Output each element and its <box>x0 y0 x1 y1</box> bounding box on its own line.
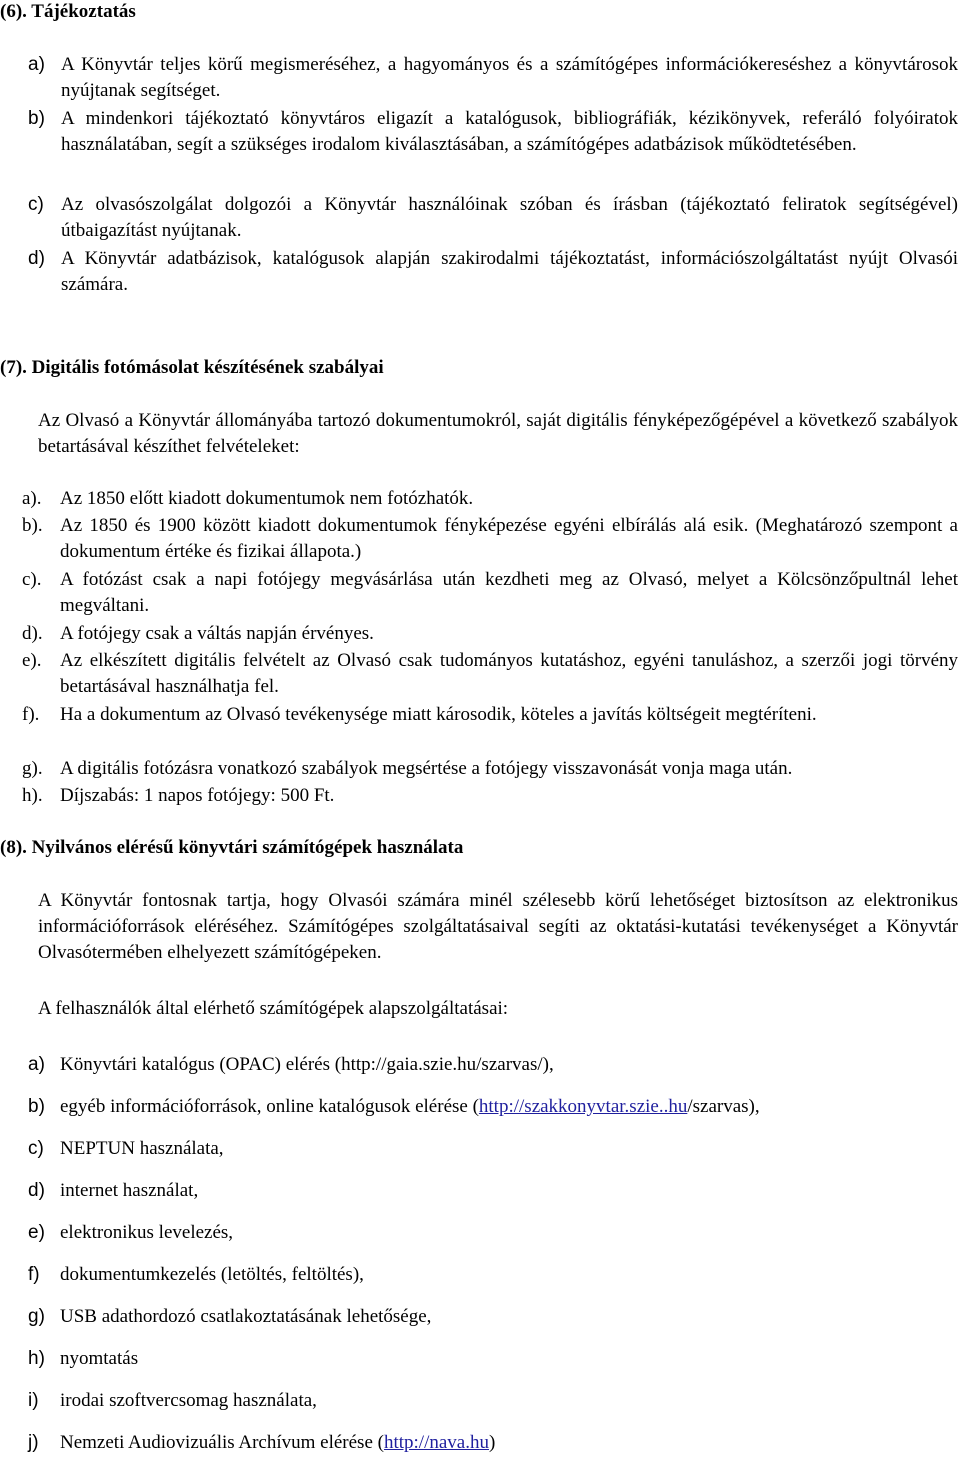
list-label: e). <box>22 650 42 671</box>
s7-intro: Az Olvasó a Könyvtár állományába tartozó dokumentumokról, saját digitális fényképezőgépével a következő szabályok betartásával készíthet felvételeket: <box>38 410 958 457</box>
list-label: c). <box>22 569 42 590</box>
nava-link[interactable]: http://nava.hu <box>383 1432 489 1453</box>
list-label: a) <box>28 1054 45 1075</box>
list-text: internet használat, <box>60 1180 199 1201</box>
list-label: g). <box>22 758 43 779</box>
list-label: h) <box>28 1348 45 1369</box>
list-text: A fotójegy csak a váltás napján érvényes. <box>60 623 374 644</box>
section-6-heading: (6). Tájékoztatás <box>0 1 136 22</box>
list-text: USB adathordozó csatlakoztatásának lehetősége, <box>60 1306 432 1327</box>
list-text: Az elkészített digitális felvételt az Olvasó csak tudományos kutatáshoz, egyéni tanuláshoz, a szerzői jogi törvény betartásával használhatja fel. <box>60 650 958 697</box>
list-text: NEPTUN használata, <box>60 1138 224 1159</box>
list-label: j) <box>28 1432 39 1453</box>
list-text-post: /szarvas), <box>687 1096 760 1117</box>
s7-item-a <box>22 486 958 512</box>
section-8-heading: (8). Nyilvános elérésű könyvtári számítógépek használata <box>0 837 464 858</box>
list-label: e) <box>28 1222 45 1243</box>
s8-item-i <box>28 1388 317 1414</box>
s6-item-b <box>28 106 958 158</box>
list-label: d). <box>22 623 43 644</box>
s8-item-b <box>28 1094 760 1120</box>
list-text: A fotózást csak a napi fotójegy megvásárlása után kezdheti meg az Olvasó, melyet a Kölcsönzőpultnál lehet megváltani. <box>60 569 958 616</box>
list-text: Könyvtári katalógus (OPAC) elérés (http://gaia.szie.hu/szarvas/), <box>60 1054 554 1075</box>
s7-item-d <box>22 621 958 647</box>
list-text: Az olvasószolgálat dolgozói a Könyvtár használóinak szóban és írásban (tájékoztató feliratok segítségével) útbaigazítást nyújtanak. <box>61 194 958 241</box>
s8-item-a <box>28 1052 554 1078</box>
list-text: Az 1850 és 1900 között kiadott dokumentumok fényképezése egyéni elbírálás alá esik. (Meghatározó szempont a dokumentum értéke és fizikai állapota.) <box>60 515 958 562</box>
list-text: A Könyvtár adatbázisok, katalógusok alapján szakirodalmi tájékoztatást, információszolgáltatást nyújt Olvasói számára. <box>61 248 958 295</box>
s7-item-h <box>22 783 958 809</box>
list-text: Az 1850 előtt kiadott dokumentumok nem fotózhatók. <box>60 488 474 509</box>
s8-item-c <box>28 1136 224 1162</box>
list-text: irodai szoftvercsomag használata, <box>60 1390 317 1411</box>
s8-item-e <box>28 1220 233 1246</box>
s7-item-c <box>22 567 958 619</box>
list-label: g) <box>28 1306 45 1327</box>
list-text: nyomtatás <box>60 1348 139 1369</box>
list-label: f). <box>22 704 40 725</box>
s7-item-b <box>22 513 958 565</box>
list-label: h). <box>22 785 43 806</box>
list-label: a) <box>28 54 45 75</box>
list-text: Díjszabás: 1 napos fotójegy: 500 Ft. <box>60 785 335 806</box>
list-label: d) <box>28 248 45 269</box>
s8-item-g <box>28 1304 431 1330</box>
list-text: Ha a dokumentum az Olvasó tevékenysége miatt károsodik, köteles a javítás költségeit megtéríteni. <box>60 704 817 725</box>
list-text-pre: Nemzeti Audiovizuális Archívum elérése ( <box>60 1432 384 1453</box>
list-label: b). <box>22 515 43 536</box>
list-text: dokumentumkezelés (letöltés, feltöltés), <box>60 1264 364 1285</box>
s8-item-d <box>28 1178 198 1204</box>
s8-subheading: A felhasználók által elérhető számítógépek alapszolgáltatásai: <box>38 998 509 1019</box>
list-label: d) <box>28 1180 45 1201</box>
list-label: a). <box>22 488 42 509</box>
list-label: c) <box>28 1138 44 1159</box>
list-text-post: ) <box>488 1432 496 1453</box>
s8-item-j <box>28 1430 495 1456</box>
list-text: A digitális fotózásra vonatkozó szabályok megsértése a fotójegy visszavonását vonja maga után. <box>60 758 793 779</box>
s8-item-f <box>28 1262 364 1288</box>
list-label: b) <box>28 1096 45 1117</box>
list-text-pre: egyéb információforrások, online katalógusok elérése ( <box>60 1096 479 1117</box>
s7-item-e <box>22 648 958 700</box>
list-text: A mindenkori tájékoztató könyvtáros eligazít a katalógusok, bibliográfiák, kézikönyvek, referáló folyóiratok használatában, segít a szükséges irodalom kiválasztásában, a számítógépes adatbázisok működtetésében. <box>61 108 958 155</box>
s8-intro: A Könyvtár fontosnak tartja, hogy Olvasói számára minél szélesebb körű lehetőséget biztosítson az elektronikus információforrások eléréséhez. Számítógépes szolgáltatásaival segíti az oktatási-kutatási tevékenységet a Könyvtár Olvasótermében elhelyezett számítógépeken. <box>38 890 958 963</box>
s6-item-c <box>28 192 958 244</box>
s7-item-g <box>22 756 958 782</box>
section-7-heading: (7). Digitális fotómásolat készítésének szabályai <box>0 357 384 378</box>
s7-item-f <box>22 702 958 728</box>
s6-item-d <box>28 246 958 298</box>
s6-item-a <box>28 52 958 104</box>
list-text: elektronikus levelezés, <box>60 1222 234 1243</box>
list-label: b) <box>28 108 45 129</box>
list-label: f) <box>28 1264 40 1285</box>
list-label: c) <box>28 194 44 215</box>
list-text: A Könyvtár teljes körű megismeréséhez, a hagyományos és a számítógépes információkereséshez a könyvtárosok nyújtanak segítséget. <box>61 54 958 101</box>
s8-item-h <box>28 1346 138 1372</box>
list-label: i) <box>28 1390 39 1411</box>
szakkonyvtar-link[interactable]: http://szakkonyvtar.szie..hu <box>478 1096 688 1117</box>
